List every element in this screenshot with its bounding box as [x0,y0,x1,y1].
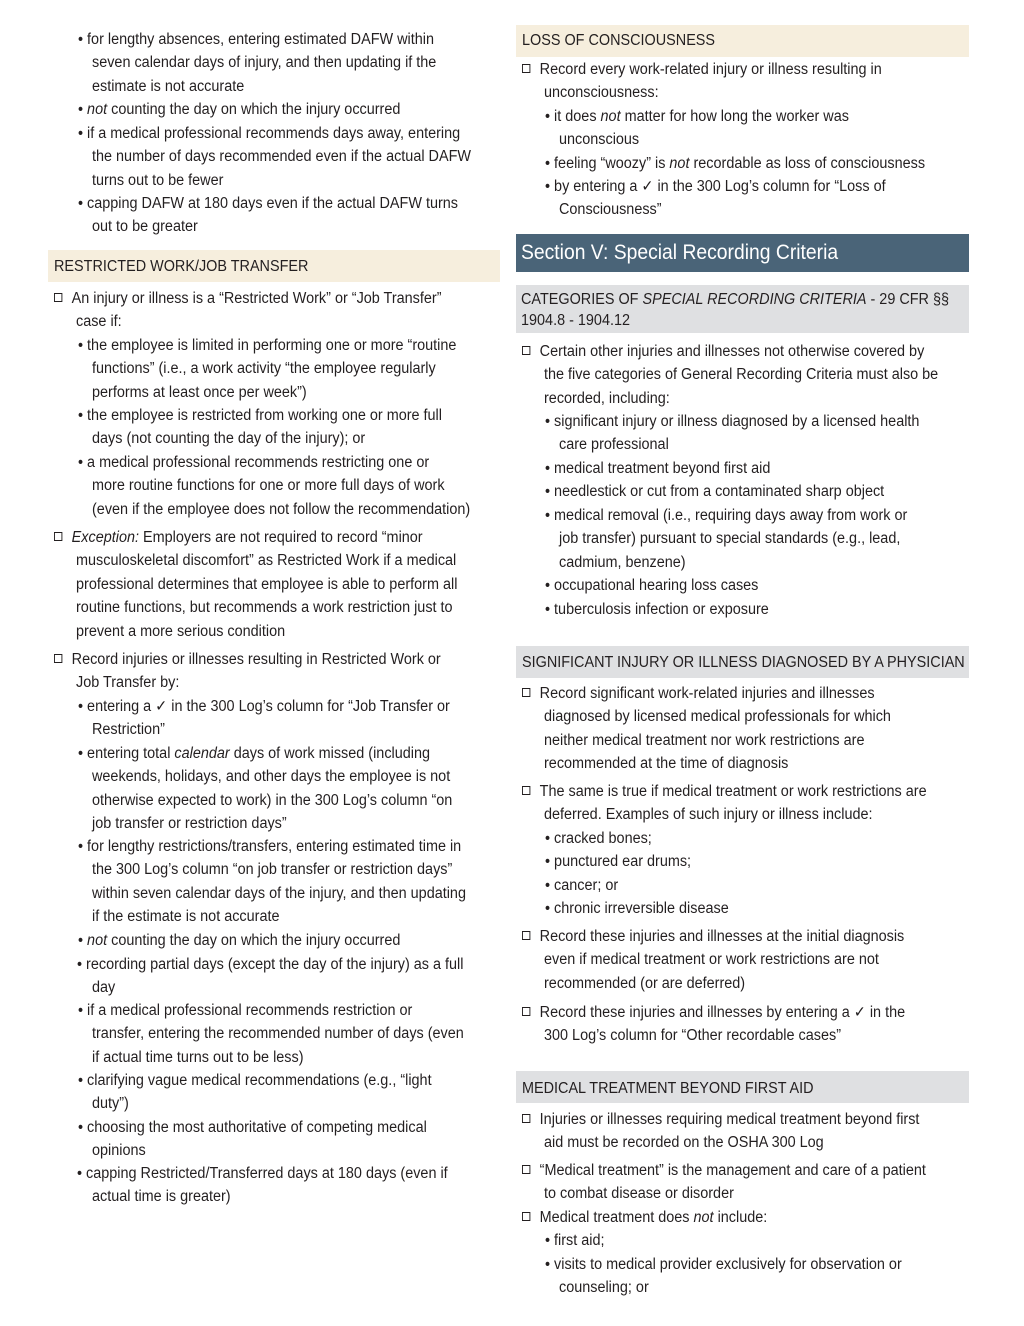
text-line: transfer, entering the recommended number of days (even [92,1025,464,1043]
text-line: Certain other injuries and illnesses not otherwise covered by [522,343,924,361]
text-line: recommended (or are deferred) [544,974,746,992]
text-line: functions” (i.e., a work activity “the employee regularly [92,360,436,378]
text-line: the five categories of General Recording Criteria must also be [544,366,939,384]
text-line: unconscious [559,131,640,149]
special-criteria-categories-header [516,285,969,333]
section-v-title-bar: Section V: Special Recording Criteria [516,234,969,272]
text-line: case if: [76,313,122,331]
text-line: • the employee is limited in performing one or more “routine [78,337,457,354]
text-line: Exception: Employers are not required to record “minor [54,529,423,547]
text-line: even if medical treatment or work restrictions are not [544,951,879,969]
checkbox-icon [522,1212,530,1221]
text-line: counseling; or [559,1279,649,1297]
text-line: • clarifying vague medical recommendations (e.g., “light [78,1072,432,1089]
text-line: Record these injuries and illnesses by entering a ✓ in the [522,1004,905,1022]
text-line: opinions [92,1142,146,1160]
text-line: • if a medical professional recommends days away, entering [78,125,461,142]
text-line: • occupational hearing loss cases [545,577,759,594]
text-line: • capping Restricted/Transferred days at 180 days (even if [77,1165,448,1182]
text-line: cadmium, benzene) [559,553,686,571]
text-line: if the estimate is not accurate [92,908,280,926]
text-line: • entering total calendar days of work missed (including [78,745,431,762]
text-line: recorded, including: [544,389,670,407]
text-line: if actual time turns out to be less) [92,1048,304,1066]
text-line: estimate is not accurate [92,77,245,95]
checkbox-icon [54,532,62,541]
medical-treatment-header: MEDICAL TREATMENT BEYOND FIRST AID [516,1071,969,1103]
checkbox-icon [522,1165,530,1174]
text-line: • for lengthy restrictions/transfers, entering estimated time in [78,838,462,855]
text-line: • not counting the day on which the injury occurred [78,932,401,949]
text-line: actual time is greater) [92,1188,231,1206]
text-line: days (not counting the day of the injury); or [92,430,366,448]
text-line: • punctured ear drums; [545,853,692,870]
header-line: 1904.8 - 1904.12 [521,312,631,329]
text-line: the 300 Log’s column “on job transfer or restriction days” [92,861,453,879]
text-line: Consciousness” [559,201,662,219]
text-line: to combat disease or disorder [544,1185,734,1203]
text-line: Record every work-related injury or illness resulting in [522,61,882,79]
text-line: performs at least once per week”) [92,383,307,401]
text-line: recommended at the time of diagnosis [544,755,789,773]
checkbox-icon [54,293,62,302]
text-line: job transfer or restriction days” [92,815,287,833]
text-line: Restriction” [92,721,165,739]
text-line: weekends, holidays, and other days the employee is not [92,768,451,786]
text-line: An injury or illness is a “Restricted Work” or “Job Transfer” [54,290,442,308]
text-line: • tuberculosis infection or exposure [545,601,769,618]
text-line: • cancer; or [545,877,619,894]
text-line: The same is true if medical treatment or work restrictions are [522,783,927,801]
text-line: • feeling “woozy” is not recordable as loss of consciousness [545,155,926,172]
text-line: Record injuries or illnesses resulting in Restricted Work or [54,651,441,669]
text-line: • not counting the day on which the injury occurred [78,101,401,118]
text-line: • choosing the most authoritative of competing medical [78,1119,427,1136]
checkbox-icon [522,346,530,355]
text-line: routine functions, but recommends a work restriction just to [76,599,453,617]
text-line: duty”) [92,1095,129,1113]
text-line: care professional [559,436,669,454]
restricted-work-header: RESTRICTED WORK/JOB TRANSFER [48,250,500,282]
text-line: unconsciousness: [544,84,659,102]
text-line: • a medical professional recommends restricting one or [78,454,430,471]
checkbox-icon [522,1007,530,1016]
text-line: more routine functions for one or more full days of work [92,477,445,495]
text-line: • visits to medical provider exclusively for observation or [545,1256,902,1273]
text-line: day [92,979,116,997]
text-line: • if a medical professional recommends restriction or [78,1002,413,1019]
text-line: • medical treatment beyond first aid [545,460,771,477]
text-line: 300 Log’s column for “Other recordable cases” [544,1027,842,1045]
text-line: the number of days recommended even if the actual DAFW [92,148,471,166]
text-line: job transfer) pursuant to special standards (e.g., lead, [559,530,901,548]
text-line: diagnosed by licensed medical professionals for which [544,708,891,726]
checkbox-icon [54,654,62,663]
text-line: turns out to be fewer [92,171,224,189]
text-line: • medical removal (i.e., requiring days away from work or [545,507,908,524]
text-line: • needlestick or cut from a contaminated sharp object [545,483,885,500]
text-line: • by entering a ✓ in the 300 Log’s column for “Loss of [545,178,886,195]
text-line: musculoskeletal discomfort” as Restricted Work if a medical [76,552,457,570]
text-line: deferred. Examples of such injury or illness include: [544,806,873,824]
loss-of-consciousness-header: LOSS OF CONSCIOUSNESS [516,25,969,57]
text-line: • chronic irreversible disease [545,900,729,917]
text-line: otherwise expected to work) in the 300 Log’s column “on [92,791,453,809]
significant-injury-header: SIGNIFICANT INJURY OR ILLNESS DIAGNOSED BY A PHYSICIAN [516,646,969,678]
text-line: (even if the employee does not follow the recommendation) [92,500,471,518]
text-line: • first aid; [545,1232,605,1249]
text-line: Record these injuries and illnesses at the initial diagnosis [522,928,904,946]
text-line: seven calendar days of injury, and then updating if the [92,54,437,72]
checkbox-icon [522,64,530,73]
text-line: professional determines that employee is able to perform all [76,575,458,593]
text-line: Medical treatment does not include: [522,1209,767,1227]
text-line: prevent a more serious condition [76,622,286,640]
text-line: neither medical treatment nor work restrictions are [544,731,865,749]
text-line: within seven calendar days of the injury, and then updating [92,884,466,902]
header-line: CATEGORIES OF SPECIAL RECORDING CRITERIA - 29 CFR §§ [521,291,950,308]
checkbox-icon [522,786,530,795]
text-line: • the employee is restricted from working one or more full [78,407,442,424]
text-line: “Medical treatment” is the management and care of a patient [522,1162,926,1180]
checkbox-icon [522,688,530,697]
text-line: • entering a ✓ in the 300 Log’s column for “Job Transfer or [78,698,450,715]
text-line: • capping DAFW at 180 days even if the actual DAFW turns [78,195,459,212]
text-line: Injuries or illnesses requiring medical treatment beyond first [522,1111,919,1129]
text-line: • it does not matter for how long the worker was [545,108,849,125]
checkbox-icon [522,1114,530,1123]
text-line: Record significant work-related injuries and illnesses [522,685,875,703]
text-line: • cracked bones; [545,830,652,847]
checkbox-icon [522,931,530,940]
text-line: aid must be recorded on the OSHA 300 Log [544,1134,824,1152]
text-line: • for lengthy absences, entering estimated DAFW within [78,31,434,48]
text-line: Job Transfer by: [76,674,180,692]
text-line: • recording partial days (except the day of the injury) as a full [77,956,464,973]
text-line: • significant injury or illness diagnosed by a licensed health [545,413,920,430]
text-line: out to be greater [92,218,198,236]
